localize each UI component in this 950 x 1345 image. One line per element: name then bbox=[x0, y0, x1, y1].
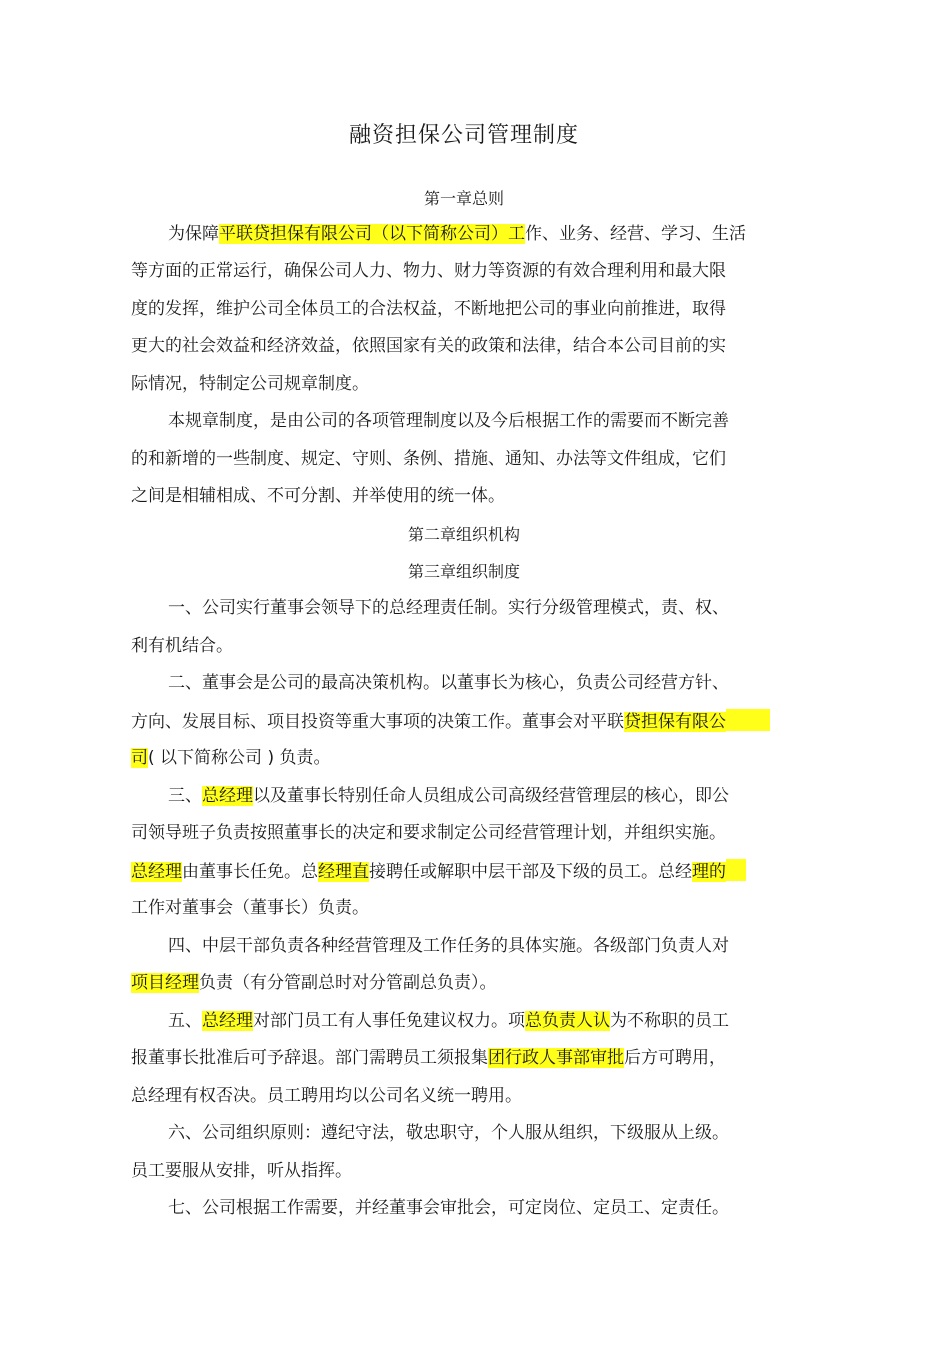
paragraph-line: 二、董事会是公司的最高决策机构。以董事长为核心，负责公司经营方针、 bbox=[168, 673, 729, 693]
paragraph-line: 等方面的正常运行，确保公司人力、物力、财力等资源的有效合理利用和最大限 bbox=[131, 261, 726, 281]
paragraph-line: 一、公司实行董事会领导下的总经理责任制。实行分级管理模式，责、权、 bbox=[168, 598, 729, 618]
paragraph-line: 项目经理负责（有分管副总时对分管副总负责）。 bbox=[131, 973, 497, 993]
paragraph-line: 为保障平联贷担保有限公司（以下简称公司）工作、业务、经营、学习、生活 bbox=[168, 224, 746, 244]
paragraph-line: 总经理有权否决。员工聘用均以公司名义统一聘用。 bbox=[131, 1086, 522, 1106]
highlighted-text: 团行政人事部审批 bbox=[488, 1048, 624, 1068]
chapter-heading-1: 第一章总则 bbox=[423, 189, 504, 208]
paragraph-line: 员工要服从安排，听从指挥。 bbox=[131, 1161, 352, 1181]
chapter-heading-2: 第二章组织机构 bbox=[407, 525, 520, 544]
highlighted-text: 总负责人认 bbox=[525, 1011, 610, 1031]
paragraph-line: 本规章制度，是由公司的各项管理制度以及今后根据工作的需要而不断完善 bbox=[168, 411, 729, 431]
paragraph-line: 之间是相辅相成、不可分割、并举使用的统一体。 bbox=[131, 486, 505, 506]
highlighted-text: 总经理 bbox=[202, 786, 253, 806]
highlighted-text: 贷担保有限公 bbox=[624, 712, 726, 732]
paragraph-line: 的和新增的一些制度、规定、守则、条例、措施、通知、办法等文件组成，它们 bbox=[131, 449, 726, 469]
chapter-heading-3: 第三章组织制度 bbox=[407, 562, 520, 581]
paragraph-line: 司领导班子负责按照董事长的决定和要求制定公司经营管理计划，并组织实施。 bbox=[131, 823, 726, 843]
paragraph-line: 七、公司根据工作需要，并经董事会审批会，可定岗位、定员工、定责任。 bbox=[168, 1198, 729, 1218]
paragraph-line: 六、公司组织原则：遵纪守法，敬忠职守，个人服从组织，下级服从上级。 bbox=[168, 1123, 729, 1143]
document-title: 融资担保公司管理制度 bbox=[348, 123, 579, 148]
paragraph-line: 五、总经理对部门员工有人事任免建议权力。项总负责人认为不称职的员工 bbox=[168, 1011, 729, 1031]
paragraph-line: 利有机结合。 bbox=[131, 636, 233, 656]
highlighted-text: 理的 bbox=[692, 862, 726, 882]
highlighted-text: 总经理 bbox=[202, 1011, 253, 1031]
paragraph-line: 工作对董事会（董事长）负责。 bbox=[131, 898, 369, 918]
paragraph-line: 司( 以下简称公司 ) 负责。 bbox=[131, 748, 331, 768]
paragraph-line: 度的发挥，维护公司全体员工的合法权益，不断地把公司的事业向前推进，取得 bbox=[131, 299, 726, 319]
highlighted-text: 司 bbox=[131, 748, 148, 768]
paragraph-line: 方向、发展目标、项目投资等重大事项的决策工作。董事会对平联贷担保有限公 bbox=[131, 709, 770, 734]
paragraph-line: 四、中层干部负责各种经营管理及工作任务的具体实施。各级部门负责人对 bbox=[168, 936, 729, 956]
highlighted-text: 总经理 bbox=[131, 862, 182, 882]
highlighted-text: 项目经理 bbox=[131, 973, 199, 993]
paragraph-line: 报董事长批准后可予辞退。部门需聘员工须报集团行政人事部审批后方可聘用， bbox=[131, 1048, 726, 1068]
paragraph-line: 总经理由董事长任免。总经理直接聘任或解职中层干部及下级的员工。总经理的 bbox=[131, 859, 746, 884]
highlighted-text: 平联贷担保有限公司（以下简称公司）工 bbox=[219, 224, 525, 244]
paragraph-line: 际情况，特制定公司规章制度。 bbox=[131, 374, 369, 394]
paragraph-line: 更大的社会效益和经济效益，依照国家有关的政策和法律，结合本公司目前的实 bbox=[131, 336, 726, 356]
paragraph-line: 三、总经理以及董事长特别任命人员组成公司高级经营管理层的核心，即公 bbox=[168, 786, 729, 806]
highlighted-text: 经理直 bbox=[318, 862, 369, 882]
